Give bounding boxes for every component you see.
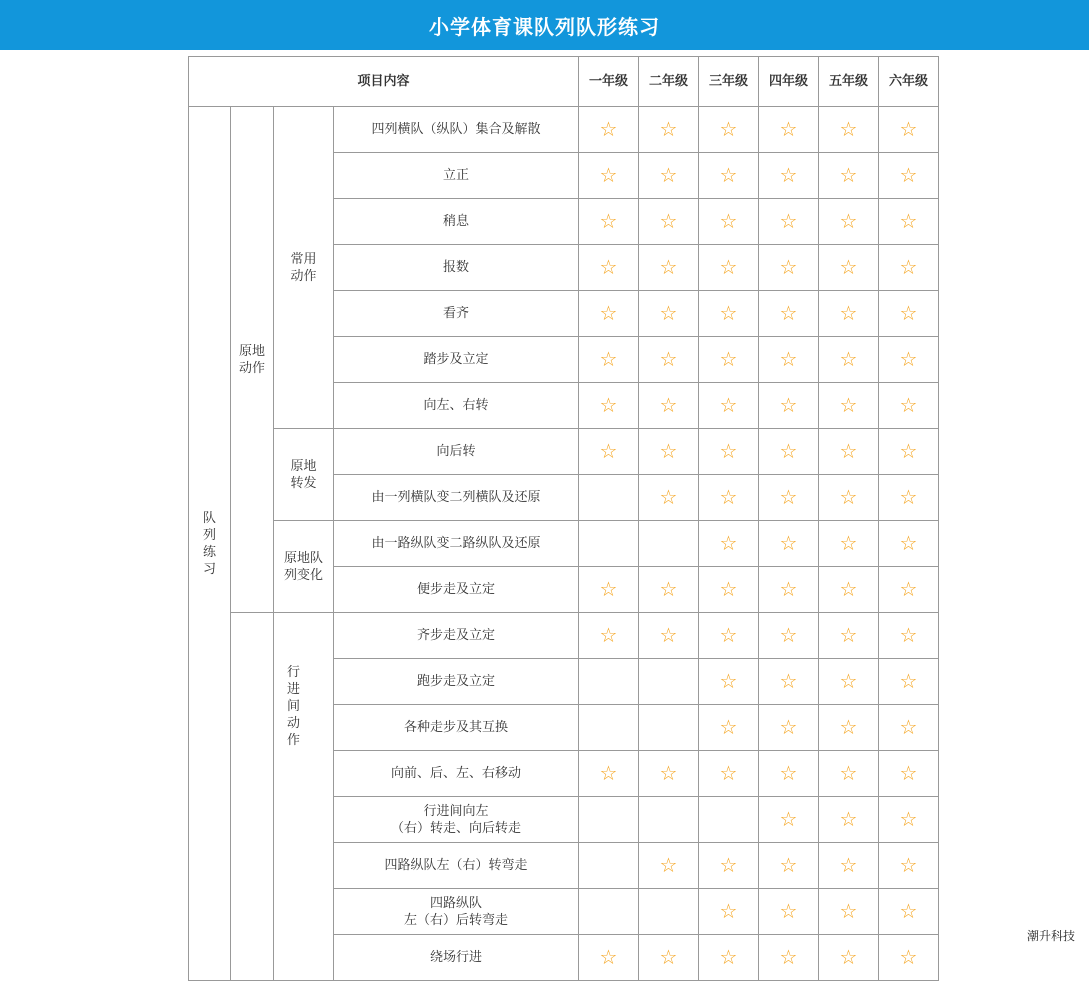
star-icon: ☆ (839, 714, 858, 739)
grade-cell (579, 889, 639, 935)
star-icon: ☆ (899, 760, 918, 785)
grade-cell (639, 797, 699, 843)
star-icon: ☆ (719, 530, 738, 555)
star-icon: ☆ (899, 530, 918, 555)
row-label-line1: 行进间向左 (423, 803, 489, 819)
row-label: 四列横队（纵队）集合及解散 (334, 107, 579, 153)
star-icon: ☆ (719, 622, 738, 647)
star-icon: ☆ (659, 576, 678, 601)
grade-cell (819, 245, 879, 291)
star-icon: ☆ (599, 760, 618, 785)
grade-cell (699, 245, 759, 291)
star-icon: ☆ (659, 208, 678, 233)
row-label (334, 889, 579, 935)
row-label: 跑步走及立定 (334, 659, 579, 705)
grade-cell (759, 659, 819, 705)
grade-cell (579, 659, 639, 705)
grade-cell (879, 383, 939, 429)
row-label-line1: 四路纵队 (430, 895, 483, 911)
star-icon: ☆ (779, 208, 798, 233)
grade-cell (879, 475, 939, 521)
grade-cell (879, 705, 939, 751)
row-label (334, 797, 579, 843)
row-label: 报数 (334, 245, 579, 291)
grade-cell (699, 705, 759, 751)
star-icon: ☆ (779, 714, 798, 739)
star-icon: ☆ (719, 300, 738, 325)
group-in-place (231, 107, 274, 613)
grade-cell (579, 153, 639, 199)
row-label: 立正 (334, 153, 579, 199)
grade-cell (759, 521, 819, 567)
star-icon: ☆ (719, 116, 738, 141)
grade-cell (579, 383, 639, 429)
grade-cell (699, 383, 759, 429)
star-icon: ☆ (599, 208, 618, 233)
content-header: 项目内容 (189, 57, 579, 107)
star-icon: ☆ (779, 668, 798, 693)
grade-cell (819, 337, 879, 383)
grade-cell (699, 521, 759, 567)
star-icon: ☆ (779, 530, 798, 555)
star-icon: ☆ (659, 438, 678, 463)
row-label: 四路纵队左（右）转弯走 (334, 843, 579, 889)
curriculum-table (188, 56, 939, 981)
star-icon: ☆ (779, 346, 798, 371)
star-icon: ☆ (719, 438, 738, 463)
grade-cell (579, 429, 639, 475)
star-icon: ☆ (779, 852, 798, 877)
star-icon: ☆ (599, 346, 618, 371)
grade-cell (819, 935, 879, 981)
star-icon: ☆ (719, 254, 738, 279)
star-icon: ☆ (839, 806, 858, 831)
grade-cell (639, 383, 699, 429)
grade-cell (759, 475, 819, 521)
grade-cell (819, 291, 879, 337)
star-icon: ☆ (839, 162, 858, 187)
grade-cell (699, 935, 759, 981)
star-icon: ☆ (779, 898, 798, 923)
group-marching (274, 613, 334, 981)
group-queue-practice (189, 107, 231, 981)
grade-cell (879, 889, 939, 935)
star-icon: ☆ (779, 944, 798, 969)
group-marching-label: 行进间动作 (286, 665, 300, 748)
grade-header-1: 一年级 (579, 57, 639, 107)
grade-cell (639, 613, 699, 659)
grade-cell (819, 475, 879, 521)
star-icon: ☆ (839, 346, 858, 371)
grade-cell (579, 337, 639, 383)
star-icon: ☆ (719, 208, 738, 233)
grade-cell (579, 797, 639, 843)
star-icon: ☆ (839, 622, 858, 647)
row-label: 由一路纵队变二路纵队及还原 (334, 521, 579, 567)
grade-cell (639, 291, 699, 337)
grade-cell (819, 797, 879, 843)
grade-cell (639, 153, 699, 199)
star-icon: ☆ (779, 438, 798, 463)
grade-cell (579, 291, 639, 337)
row-label: 齐步走及立定 (334, 613, 579, 659)
star-icon: ☆ (659, 392, 678, 417)
table-header-row (189, 57, 939, 107)
grade-cell (879, 199, 939, 245)
star-icon: ☆ (599, 392, 618, 417)
star-icon: ☆ (839, 300, 858, 325)
grade-cell (699, 889, 759, 935)
row-label: 绕场行进 (334, 935, 579, 981)
grade-cell (879, 521, 939, 567)
grade-cell (699, 337, 759, 383)
group-marching-blank (231, 613, 274, 981)
star-icon: ☆ (779, 162, 798, 187)
row-label: 各种走步及其互换 (334, 705, 579, 751)
grade-cell (579, 199, 639, 245)
grade-cell (819, 383, 879, 429)
grade-cell (699, 567, 759, 613)
grade-cell (759, 567, 819, 613)
star-icon: ☆ (899, 392, 918, 417)
grade-cell (759, 889, 819, 935)
grade-cell (759, 291, 819, 337)
grade-cell (579, 475, 639, 521)
table-row (189, 521, 939, 567)
grade-cell (699, 751, 759, 797)
star-icon: ☆ (899, 438, 918, 463)
star-icon: ☆ (899, 714, 918, 739)
row-label-line2: 左（右）后转弯走 (404, 912, 509, 928)
star-icon: ☆ (839, 530, 858, 555)
grade-cell (699, 429, 759, 475)
grade-cell (639, 751, 699, 797)
grade-cell (819, 153, 879, 199)
star-icon: ☆ (659, 162, 678, 187)
page-header (0, 0, 1089, 50)
grade-cell (699, 843, 759, 889)
grade-cell (879, 429, 939, 475)
grade-cell (639, 245, 699, 291)
grade-cell (879, 797, 939, 843)
grade-cell (759, 107, 819, 153)
row-label: 踏步及立定 (334, 337, 579, 383)
star-icon: ☆ (899, 898, 918, 923)
grade-cell (819, 705, 879, 751)
grade-header-5: 五年级 (819, 57, 879, 107)
star-icon: ☆ (839, 944, 858, 969)
star-icon: ☆ (839, 116, 858, 141)
star-icon: ☆ (719, 668, 738, 693)
star-icon: ☆ (719, 714, 738, 739)
grade-cell (879, 751, 939, 797)
grade-header-4: 四年级 (759, 57, 819, 107)
grade-cell (699, 153, 759, 199)
star-icon: ☆ (659, 622, 678, 647)
star-icon: ☆ (719, 346, 738, 371)
group-in-place-turn-label: 原地转发 (290, 458, 317, 491)
star-icon: ☆ (599, 254, 618, 279)
star-icon: ☆ (839, 208, 858, 233)
star-icon: ☆ (599, 116, 618, 141)
grade-cell (699, 659, 759, 705)
curriculum-table-container (188, 56, 938, 969)
grade-cell (699, 199, 759, 245)
star-icon: ☆ (779, 484, 798, 509)
star-icon: ☆ (659, 760, 678, 785)
star-icon: ☆ (599, 162, 618, 187)
star-icon: ☆ (779, 760, 798, 785)
star-icon: ☆ (599, 944, 618, 969)
grade-cell (579, 751, 639, 797)
grade-cell (819, 567, 879, 613)
star-icon: ☆ (779, 300, 798, 325)
grade-cell (879, 153, 939, 199)
star-icon: ☆ (899, 668, 918, 693)
grade-cell (639, 475, 699, 521)
star-icon: ☆ (899, 116, 918, 141)
grade-cell (879, 567, 939, 613)
grade-cell (819, 521, 879, 567)
group-formation-change-label: 原地队列变化 (283, 550, 323, 583)
grade-cell (819, 751, 879, 797)
grade-cell (759, 705, 819, 751)
row-label: 稍息 (334, 199, 579, 245)
grade-cell (819, 659, 879, 705)
watermark: 潮升科技 (1026, 929, 1075, 943)
grade-cell (819, 107, 879, 153)
star-icon: ☆ (719, 576, 738, 601)
grade-cell (759, 429, 819, 475)
grade-cell (639, 843, 699, 889)
group-queue-practice-label: 队列练习 (202, 510, 216, 577)
star-icon: ☆ (839, 852, 858, 877)
star-icon: ☆ (839, 392, 858, 417)
grade-cell (639, 429, 699, 475)
star-icon: ☆ (719, 898, 738, 923)
grade-cell (759, 843, 819, 889)
star-icon: ☆ (899, 576, 918, 601)
table-row (189, 107, 939, 153)
page-title: 小学体育课队列队形练习 (429, 14, 660, 39)
star-icon: ☆ (839, 760, 858, 785)
grade-cell (879, 337, 939, 383)
grade-header-6: 六年级 (879, 57, 939, 107)
star-icon: ☆ (599, 576, 618, 601)
grade-cell (579, 107, 639, 153)
star-icon: ☆ (779, 806, 798, 831)
grade-cell (699, 475, 759, 521)
grade-cell (579, 521, 639, 567)
group-formation-change (274, 521, 334, 613)
grade-cell (639, 199, 699, 245)
table-row (189, 429, 939, 475)
star-icon: ☆ (899, 208, 918, 233)
grade-cell (879, 613, 939, 659)
star-icon: ☆ (899, 806, 918, 831)
grade-cell (639, 889, 699, 935)
grade-cell (759, 245, 819, 291)
grade-cell (759, 751, 819, 797)
star-icon: ☆ (899, 944, 918, 969)
grade-header-2: 二年级 (639, 57, 699, 107)
grade-cell (579, 935, 639, 981)
grade-cell (699, 797, 759, 843)
star-icon: ☆ (659, 300, 678, 325)
grade-cell (639, 705, 699, 751)
star-icon: ☆ (659, 484, 678, 509)
star-icon: ☆ (719, 944, 738, 969)
star-icon: ☆ (899, 346, 918, 371)
grade-cell (759, 383, 819, 429)
grade-cell (639, 521, 699, 567)
grade-cell (639, 337, 699, 383)
star-icon: ☆ (839, 438, 858, 463)
star-icon: ☆ (899, 254, 918, 279)
row-label: 便步走及立定 (334, 567, 579, 613)
grade-cell (819, 613, 879, 659)
star-icon: ☆ (839, 484, 858, 509)
star-icon: ☆ (899, 852, 918, 877)
star-icon: ☆ (779, 622, 798, 647)
grade-cell (639, 107, 699, 153)
star-icon: ☆ (659, 346, 678, 371)
grade-cell (699, 107, 759, 153)
grade-cell (639, 935, 699, 981)
star-icon: ☆ (839, 898, 858, 923)
grade-cell (879, 659, 939, 705)
row-label: 向前、后、左、右移动 (334, 751, 579, 797)
star-icon: ☆ (779, 116, 798, 141)
star-icon: ☆ (779, 254, 798, 279)
grade-cell (579, 245, 639, 291)
star-icon: ☆ (659, 944, 678, 969)
grade-cell (579, 843, 639, 889)
star-icon: ☆ (599, 438, 618, 463)
grade-cell (879, 107, 939, 153)
grade-cell (699, 291, 759, 337)
star-icon: ☆ (899, 622, 918, 647)
grade-cell (879, 291, 939, 337)
group-common-moves-label: 常用动作 (290, 251, 317, 284)
grade-cell (759, 797, 819, 843)
grade-cell (759, 935, 819, 981)
star-icon: ☆ (839, 668, 858, 693)
grade-header-3: 三年级 (699, 57, 759, 107)
star-icon: ☆ (719, 852, 738, 877)
grade-cell (819, 199, 879, 245)
row-label: 由一列横队变二列横队及还原 (334, 475, 579, 521)
group-in-place-label: 原地动作 (238, 343, 265, 376)
grade-cell (579, 613, 639, 659)
row-label: 看齐 (334, 291, 579, 337)
row-label: 向左、右转 (334, 383, 579, 429)
grade-cell (759, 337, 819, 383)
star-icon: ☆ (599, 622, 618, 647)
star-icon: ☆ (899, 484, 918, 509)
grade-cell (579, 567, 639, 613)
grade-cell (759, 153, 819, 199)
star-icon: ☆ (779, 392, 798, 417)
grade-cell (639, 567, 699, 613)
star-icon: ☆ (839, 254, 858, 279)
grade-cell (819, 843, 879, 889)
star-icon: ☆ (659, 852, 678, 877)
star-icon: ☆ (899, 300, 918, 325)
grade-cell (759, 613, 819, 659)
star-icon: ☆ (899, 162, 918, 187)
star-icon: ☆ (719, 162, 738, 187)
group-common-moves (274, 107, 334, 429)
grade-cell (819, 429, 879, 475)
grade-cell (579, 705, 639, 751)
star-icon: ☆ (779, 576, 798, 601)
grade-cell (699, 613, 759, 659)
grade-cell (819, 889, 879, 935)
row-label-line2: （右）转走、向后转走 (391, 820, 522, 836)
grade-cell (879, 935, 939, 981)
row-label: 向后转 (334, 429, 579, 475)
grade-cell (759, 199, 819, 245)
star-icon: ☆ (659, 116, 678, 141)
grade-cell (879, 245, 939, 291)
star-icon: ☆ (839, 576, 858, 601)
star-icon: ☆ (719, 760, 738, 785)
star-icon: ☆ (659, 254, 678, 279)
table-row (189, 613, 939, 659)
group-in-place-turn (274, 429, 334, 521)
grade-cell (639, 659, 699, 705)
star-icon: ☆ (719, 392, 738, 417)
grade-cell (879, 843, 939, 889)
star-icon: ☆ (719, 484, 738, 509)
star-icon: ☆ (599, 300, 618, 325)
